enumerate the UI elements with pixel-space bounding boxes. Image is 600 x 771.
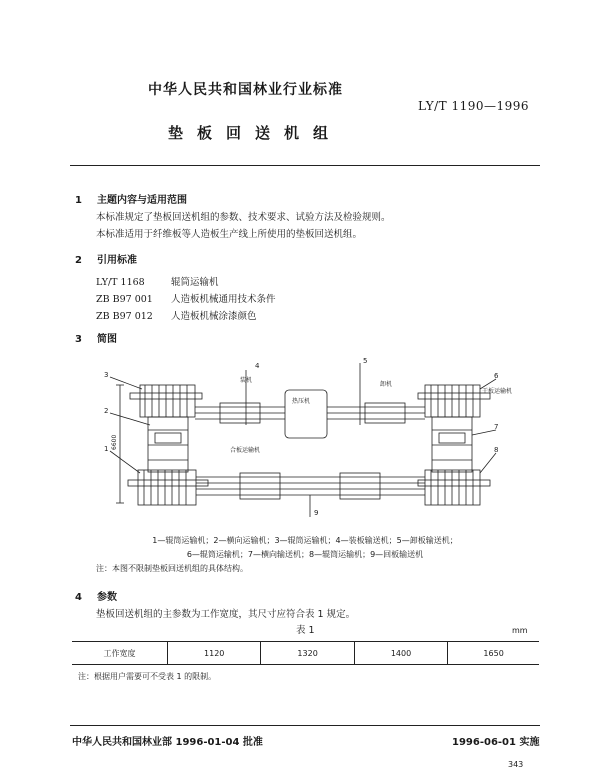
reference-item	[96, 308, 257, 322]
section-title: 引用标准	[97, 255, 137, 266]
section-1-body	[96, 209, 391, 243]
reference-name: 人造板机械通用技术条件	[171, 294, 276, 305]
unloading-machine-label: 卸机	[380, 381, 393, 388]
dry-board-conveyor-label: 干板运输机	[482, 388, 513, 395]
table-cell: 1120	[168, 642, 261, 665]
reference-code: LY/T 1168	[96, 277, 145, 288]
section-4-heading	[75, 588, 117, 603]
reference-name: 人造板机械涂漆颜色	[171, 311, 257, 322]
machine-diagram	[90, 355, 530, 530]
right-top-roller-conveyor	[418, 385, 490, 417]
section-number: 3	[75, 334, 82, 345]
return-conveyor	[196, 473, 425, 517]
reference-code: ZB B97 001	[96, 294, 153, 305]
effective-date: 1996-06-01 实施	[452, 737, 540, 748]
table-unit: mm	[512, 626, 528, 635]
table-note: 注：根据用户需要可不受表 1 的限制。	[78, 672, 217, 681]
right-transverse-conveyor	[432, 417, 472, 472]
table-cell: 1400	[354, 642, 447, 665]
right-bottom-roller-conveyor	[418, 470, 490, 505]
approval-line: 中华人民共和国林业部 1996-01-04 批准	[72, 737, 263, 748]
figure-caption-line-1: 1—辊筒运输机；2—横向运输机；3—辊筒运输机；4—装板输送机；5—卸板输送机；	[152, 536, 458, 545]
section-1-heading	[75, 191, 187, 206]
parameter-table	[72, 641, 539, 665]
reference-name: 辊筒运输机	[171, 277, 219, 288]
callout-7-label: 7	[494, 423, 499, 431]
hot-press-label: 热压机	[292, 398, 311, 405]
callout-3-label: 1	[104, 445, 109, 453]
callout-2-label: 2	[104, 407, 109, 415]
section-title: 参数	[97, 592, 117, 603]
callout-4-label: 4	[255, 362, 260, 370]
table-cell: 1320	[261, 642, 354, 665]
document-title: 垫板回送机组	[168, 124, 343, 142]
table-cell: 1650	[448, 642, 539, 665]
section-title: 简图	[97, 334, 117, 345]
org-title: 中华人民共和国林业行业标准	[148, 82, 343, 98]
section-number: 4	[75, 592, 82, 603]
callout-5-label: 5	[363, 357, 368, 365]
left-bottom-roller-conveyor	[128, 470, 208, 505]
paragraph: 本标准适用于纤维板等人造板生产线上所使用的垫板回送机组。	[96, 229, 363, 240]
section-2-heading	[75, 251, 137, 266]
dimension-value: 6600	[111, 434, 118, 450]
figure-caption-line-2: 6—辊筒运输机；7—横向输送机；8—辊筒运输机；9—回板输送机	[186, 550, 424, 559]
paragraph: 本标准规定了垫板回送机组的参数、技术要求、试验方法及检验规则。	[96, 212, 391, 223]
callout-6-label: 6	[494, 372, 499, 380]
callout-9-label: 9	[314, 509, 319, 517]
section-number: 2	[75, 255, 82, 266]
reference-item	[96, 274, 219, 288]
section-4-body: 垫板回送机组的主参数为工作宽度，其尺寸应符合表 1 规定。	[96, 609, 356, 620]
table-caption: 表 1	[296, 625, 315, 636]
table-row	[72, 642, 539, 665]
page-number: 343	[508, 760, 524, 769]
row-header: 工作宽度	[72, 642, 168, 665]
figure-note: 注：本图不限制垫板回送机组的具体结构。	[96, 564, 248, 573]
callout-1-label: 3	[104, 371, 109, 379]
reference-item	[96, 291, 276, 305]
section-3-heading	[75, 330, 117, 345]
section-number: 1	[75, 195, 82, 206]
left-top-roller-conveyor	[130, 385, 202, 417]
header-divider	[70, 165, 540, 166]
standard-number: LY/T 1190—1996	[418, 99, 530, 113]
callout-8-label: 8	[494, 446, 499, 454]
loading-machine-label: 装机	[240, 377, 253, 384]
panel-conveyor-label: 合板运输机	[230, 447, 261, 454]
left-transverse-conveyor	[148, 417, 188, 472]
footer-divider	[70, 725, 540, 726]
reference-code: ZB B97 012	[96, 311, 153, 322]
section-title: 主题内容与适用范围	[97, 195, 187, 206]
